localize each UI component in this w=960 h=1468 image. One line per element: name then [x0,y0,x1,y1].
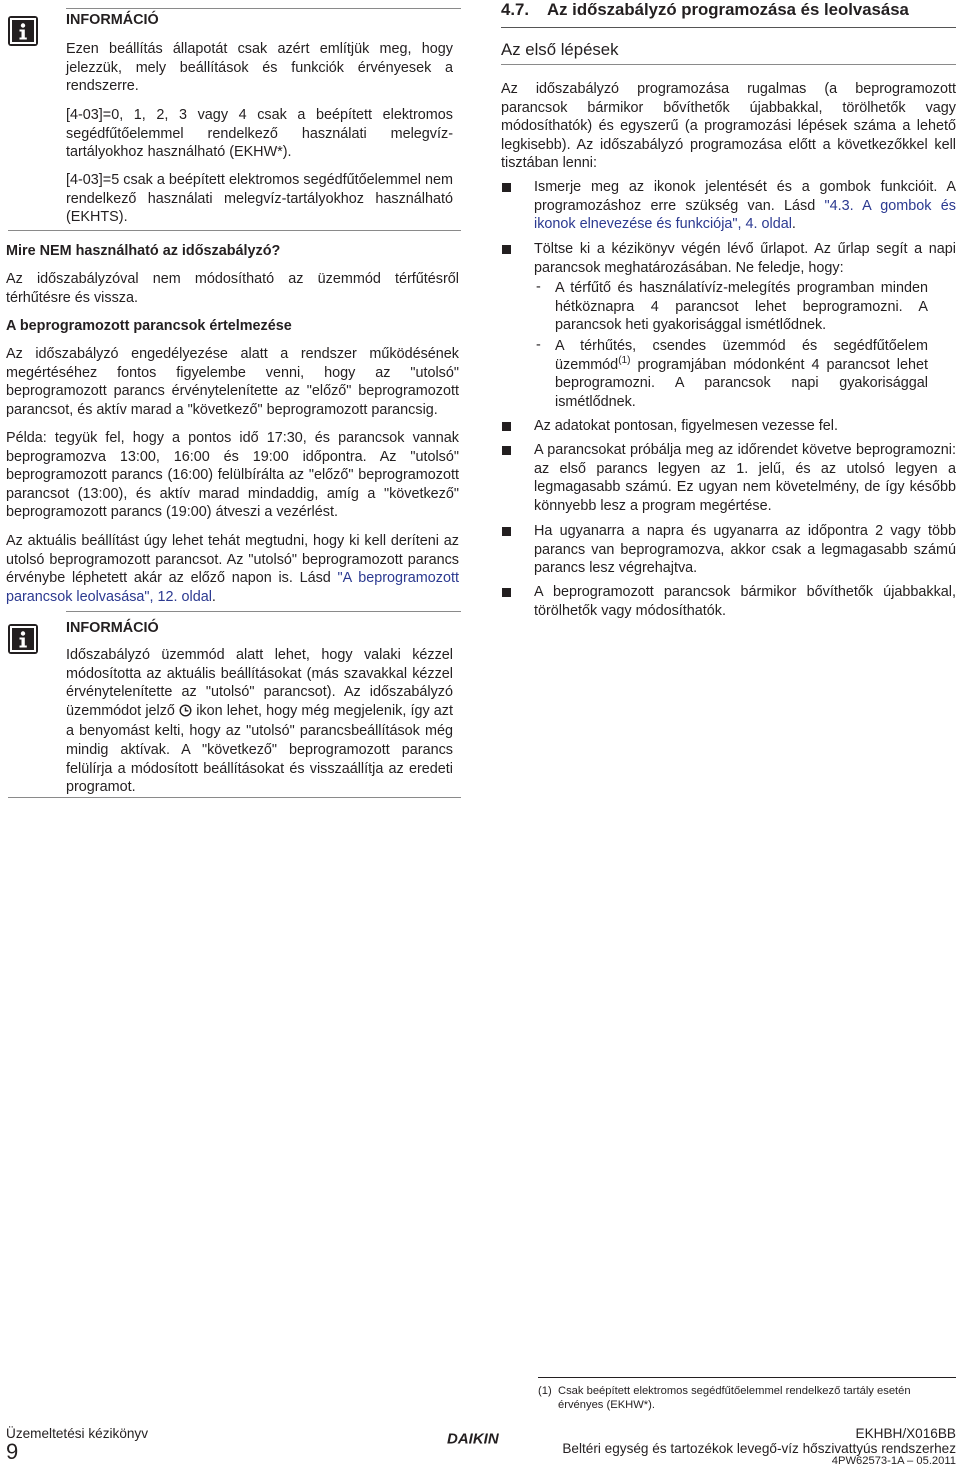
list-item: Töltse ki a kézikönyv végén lévő űrlapot. Az űrlap segít a napi parancsok meghatározásában. Ne feledje, hogy: [534,241,956,276]
info-box-top-rule [66,611,461,612]
bullet-marker [502,422,511,431]
section-heading: A beprogramozott parancsok értelmezése [6,318,292,334]
section-heading: Mire NEM használható az időszabályzó? [6,243,281,259]
footnote-rule [538,1377,956,1378]
footer-manual-title: Üzemeltetési kézikönyv [6,1426,149,1441]
footnote-text: Csak beépített elektromos segédfűtőelemmel rendelkező tartály esetén érvényes (EKHW*). [558,1385,911,1411]
bullet-marker [502,245,511,254]
footer-document-code: 4PW62573-1A – 05.2011 [831,1455,956,1467]
dash-marker: - [536,279,541,295]
section-rule [501,27,956,28]
info-box-bottom-rule [8,230,461,231]
info-icon [8,16,38,46]
info-box-top-rule [66,8,461,9]
logo-text: DAIKIN [447,1430,499,1446]
clock-icon [179,704,192,723]
page-number: 9 [6,1439,19,1464]
list-item: A parancsokat próbálja meg az időrendet követve beprogramozni: az első parancs legyen az 1. jelű, és az utolsó legyen a legmagasabb számú. Ez ugyan nem követelmény, de így később könnyebb lesz a program megértése. [534,442,956,514]
subsection-rule [501,64,956,65]
dash-marker: - [536,337,541,353]
paragraph: Példa: tegyük fel, hogy a pontos idő 17:30, és parancsok vannak beprogramozva 13:00, 16:00 és 19:00 időpontra. Az "utolsó" beprogramozott parancs (16:00) felülbírálta az "előző" beprogramozott parancsot (13:00), és aktív marad mindaddig, amíg a "következő" beprogramozott parancs (19:00) átveszi a vezérlést. [6,430,459,521]
paragraph: Az időszabályzóval nem módosítható az üzemmód térfűtésről térhűtésre és vissza. [6,271,459,306]
bullet-marker [502,183,511,192]
info-box-title: INFORMÁCIÓ [66,620,159,636]
list-item: Ismerje meg az ikonok jelentését és a gombok funkcióit. A programozáshoz erre szükség van. Lásd "4.3. A gombok és ikonok elnevezése és funkciója", 4. oldal. [534,179,957,233]
list-item: Az adatokat pontosan, figyelmesen vezesse fel. [534,418,838,434]
info-box-paragraph: [4-03]=5 csak a beépített elektromos segédfűtőelemmel nem rendelkező használati melegvíz-tartályokhoz használható (EKHTS). [66,172,453,226]
footnote-reference: (1) [618,354,631,366]
paragraph: Az időszabályzó programozása rugalmas (a beprogramozott parancsok bármikor bővíthetők újabbakkal, törölhetők vagy módosíthatók) és egyszerű (a programozási lépések száma a lehető legkisebb). Az időszabályzó programozása előtt a következőkkel kell tisztában lenni: [501,81,956,172]
cross-reference-link[interactable]: "4.3. A gombok és ikonok elnevezése és funkciója", 4. oldal [534,197,957,233]
bullet-marker [502,588,511,597]
section-title: 4.7. Az időszabályzó programozása és leolvasása [501,0,909,19]
paragraph: Az aktuális beállítást úgy lehet tehát megtudni, hogy ki kell deríteni az utolsó beprogramozott parancsot. Az "utolsó" beprogramozott parancs érvénybe léphetett akár az előző napon is. Lásd "A beprogramozott parancsok leolvasása", 12. oldal. [6,533,459,605]
footer-model: EKHBH/X016BB [855,1426,956,1441]
cross-reference-link[interactable]: "A beprogramozott parancsok leolvasása", 12. oldal [6,570,459,605]
daikin-logo [447,1430,517,1446]
info-box-paragraph: Ezen beállítás állapotát csak azért említjük meg, hogy jelezzük, mely beállítások és funkciók érvényesek a rendszerre. [66,41,453,95]
info-box-bottom-rule [8,797,461,798]
bullet-marker [502,446,511,455]
list-item: Ha ugyanarra a napra és ugyanarra az időpontra 2 vagy több parancs van beprogramozva, akkor csak a legmagasabb számú parancs lesz végrehajtva. [534,523,956,577]
info-box-title: INFORMÁCIÓ [66,12,159,28]
list-item: A beprogramozott parancsok bármikor bővíthetők újabbakkal, törölhetők vagy módosíthatók. [534,584,956,619]
sub-list-item: A térfűtő és használatívíz-melegítés programban minden hétköznapra 4 parancsot lehet beprogramozni. A parancsok heti gyakorisággal ismétlődnek. [555,280,928,334]
footer-product: Beltéri egység és tartozékok levegő-víz hőszivattyús rendszerhez [562,1441,956,1456]
bullet-marker [502,527,511,536]
info-box-paragraph: Időszabályzó üzemmód alatt lehet, hogy valaki kézzel módosította az aktuális beállításokat (más szavakkal kézzel érvénytelenítette az "utolsó" parancsot). Az időszabályzó üzemmódot jelző ikon lehet, hogy még megjelenik, így azt a benyomást kelti, hogy az "utolsó" parancsbeállítások még mindig aktívak. A "következő" beprogramozott parancs felülírja a módosított beállításokat és visszaállítja az eredeti programot. [66,647,453,796]
sub-list-item: A térhűtés, csendes üzemmód és segédfűtőelem üzemmód$^{(1)}$ programjában módonként 4 parancsot lehet beprogramozni. A parancsok napi gyakorisággal ismétlődnek. [555,338,928,410]
info-icon [8,624,38,654]
paragraph: Az időszabályzó engedélyezése alatt a rendszer működésének megértéséhez fontos figyelembe venni, hogy az "utolsó" beprogramozott parancs érvénytelenítette az "előző" beprogramozott parancsot, és aktív marad a "következő" beprogramozott parancsig. [6,346,459,418]
footnote-mark: (1) [538,1385,552,1397]
info-box-paragraph: [4-03]=0, 1, 2, 3 vagy 4 csak a beépített elektromos segédfűtőelemmel rendelkező használati melegvíz-tartályokhoz használható (EKHW*). [66,107,453,161]
subsection-title: Az első lépések [501,40,619,59]
